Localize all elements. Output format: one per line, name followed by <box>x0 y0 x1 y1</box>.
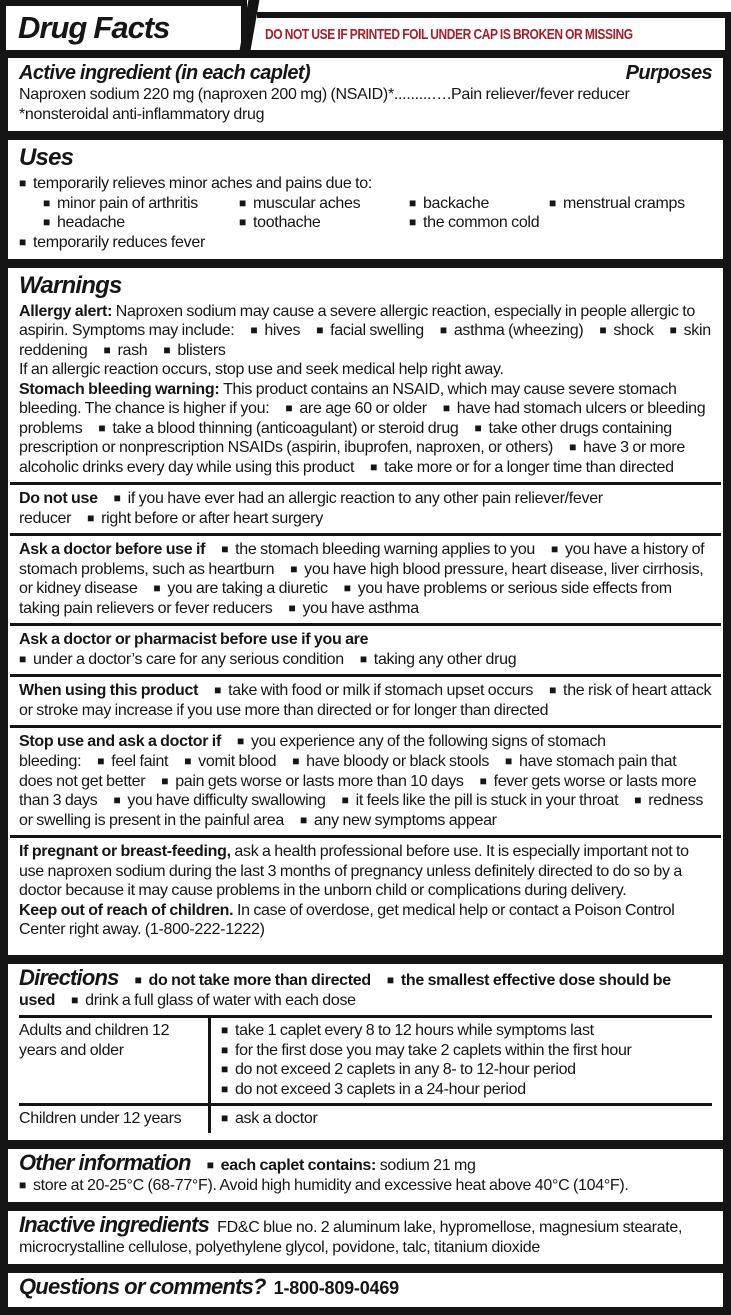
active-ingredient-heading: Active ingredient (in each caplet) <box>19 62 311 84</box>
bullet-square-icon: ■ <box>299 812 307 827</box>
dosage-rule: ■ ask a doctor <box>221 1109 712 1129</box>
use-item: ■ toothache <box>239 213 409 233</box>
dosage-rules <box>211 1106 712 1133</box>
bullet-square-icon: ■ <box>19 651 26 666</box>
storage-line: ■ store at 20-25°C (68-77°F). Avoid high humidity and excessive heat above 40°C (104°F). <box>19 1176 629 1194</box>
drug-facts-title-box <box>0 0 247 50</box>
use-item-empty <box>549 213 712 233</box>
dosage-group-label: Adults and children 12 years and older <box>19 1018 211 1103</box>
dosage-rule: ■ take 1 caplet every 8 to 12 hours while symptoms last <box>221 1021 712 1041</box>
active-ingredient-line: Naproxen sodium 220 mg (naproxen 200 mg) (NSAID)*.........….Pain reliever/fever reducer <box>19 86 630 104</box>
bullet-square-icon: ■ <box>439 323 447 338</box>
bullet-square-icon: ■ <box>163 342 171 357</box>
bullet-square-icon: ■ <box>474 420 482 435</box>
active-ingredient-header-row <box>19 61 712 85</box>
bullet-square-icon: ■ <box>292 753 300 768</box>
dosage-rules <box>211 1018 712 1103</box>
inactive-ingredients-heading: Inactive ingredients <box>19 1212 210 1238</box>
bullet-square-icon: ■ <box>161 773 169 788</box>
bullet-square-icon: ■ <box>134 973 142 988</box>
bullet-square-icon: ■ <box>236 734 244 749</box>
bullet-square-icon: ■ <box>359 651 367 666</box>
bullet-square-icon: ■ <box>370 459 378 474</box>
pregnancy-keepout-subsection <box>10 835 721 940</box>
table-row-children <box>19 1103 712 1133</box>
bullet-square-icon: ■ <box>214 683 222 698</box>
ask-doctor-before-use-subsection: Ask a doctor before use if ■ the stomach bleeding warning applies to you ■ you have a history of stomach problems, such as heartburn ■ you have high blood pressure, heart disease, liver cirrhosis, or kidney disease ■ you are taking a diuretic ■ you have problems or serious side effects from taking pain relievers or fever reducers ■ you have asthma <box>10 533 721 618</box>
table-row-adults <box>19 1018 712 1103</box>
use-item: ■ minor pain of arthritis <box>43 194 239 214</box>
bullet-square-icon: ■ <box>290 561 298 576</box>
bullet-square-icon: ■ <box>206 1157 214 1172</box>
section-questions <box>6 1271 725 1309</box>
allergy-alert-paragraph: Allergy alert: Naproxen sodium may cause a severe allergic reaction, especially in people allergic to aspirin. Symptoms may include: ■ hives ■ facial swelling ■ asthma (wheezing) ■ shock ■ skin reddening ■ rash ■ blisters <box>19 302 711 359</box>
stomach-bleeding-paragraph: Stomach bleeding warning: This product contains an NSAID, which may cause severe stomach bleeding. The chance is higher if you: ■ are age 60 or older ■ have had stomach ulcers or bleeding problems ■ take a blood thinning (anticoagulant) or steroid drug ■ take other drugs containing prescription or nonprescription NSAIDs (aspirin, ibuprofen, naproxen, or others) ■ have 3 or more alcoholic drinks every day while using this product ■ take more or for a longer time than directed <box>19 380 706 476</box>
bullet-square-icon: ■ <box>285 401 293 416</box>
dosage-group-label: Children under 12 years <box>19 1106 211 1133</box>
bullet-square-icon: ■ <box>343 581 351 596</box>
directions-intro <box>19 967 712 1010</box>
bullet-square-icon: ■ <box>669 323 677 338</box>
do-not-use-subsection: Do not use ■ if you have ever had an allergic reaction to any other pain reliever/fever reducer ■ right before or after heart surgery <box>10 482 721 528</box>
questions-heading: Questions or comments? <box>19 1274 266 1300</box>
use-item: ■ backache <box>409 194 549 214</box>
sodium-content-runs: ■ each caplet contains: sodium 21 mg <box>206 1156 476 1174</box>
uses-relieves-bullet: ■ temporarily relieves minor aches and pains due to: <box>19 174 712 194</box>
uses-reduces-bullet: ■ temporarily reduces fever <box>19 233 712 253</box>
ask-doctor-pharmacist-subsection <box>10 623 721 669</box>
section-other-information <box>6 1147 725 1204</box>
dosage-rule: ■ do not exceed 3 caplets in a 24-hour period <box>221 1080 712 1100</box>
allergic-reaction-paragraph: If an allergic reaction occurs, stop use and seek medical help right away. <box>19 361 504 379</box>
bullet-square-icon: ■ <box>288 600 296 615</box>
warnings-heading: Warnings <box>19 272 122 300</box>
bullet-square-icon: ■ <box>505 753 512 768</box>
bullet-square-icon: ■ <box>153 581 161 596</box>
bullet-square-icon: ■ <box>549 683 557 698</box>
stop-use-subsection: Stop use and ask a doctor if ■ you experience any of the following signs of stomach bleeding: ■ feel faint ■ vomit blood ■ have bloody or black stools ■ have stomach pain that does not get better ■ pain gets worse or lasts more than 10 days ■ fever gets worse or lasts more than 3 days ■ you have difficulty swallowing ■ it feels like the pill is stuck in your throat ■ redness or swelling is present in the painful area ■ any new symptoms appear <box>10 725 721 830</box>
bullet-square-icon: ■ <box>250 323 258 338</box>
bullet-square-icon: ■ <box>71 992 79 1007</box>
use-item: ■ headache <box>43 213 239 233</box>
bullet-square-icon: ■ <box>316 323 324 338</box>
foil-warning-text: DO NOT USE IF PRINTED FOIL UNDER CAP IS BROKEN OR MISSING <box>265 25 634 43</box>
bullet-square-icon: ■ <box>113 793 121 808</box>
phone-number: 1-800-809-0469 <box>273 1278 399 1299</box>
questions-line <box>19 1276 712 1300</box>
other-information-heading: Other information <box>19 1149 191 1175</box>
bullet-square-icon: ■ <box>442 401 450 416</box>
bullet-square-icon: ■ <box>479 773 487 788</box>
bullet-square-icon: ■ <box>103 342 111 357</box>
bullet-square-icon: ■ <box>386 973 394 988</box>
bullet-square-icon: ■ <box>634 793 642 808</box>
dosage-rule: ■ for the first dose you may take 2 caplets within the first hour <box>221 1041 712 1061</box>
purposes-heading: Purposes <box>625 62 712 84</box>
dosage-table <box>19 1015 712 1133</box>
bullet-square-icon: ■ <box>87 510 95 525</box>
inactive-ingredients-list: FD&C blue no. 2 aluminum lake, hypromellose, magnesium stearate, microcrystalline cellulose, polyethylene glycol, povidone, talc, titanium dioxide <box>19 1219 683 1256</box>
bullet-square-icon: ■ <box>19 1177 26 1192</box>
label-header <box>0 0 731 50</box>
bullet-square-icon: ■ <box>97 753 105 768</box>
bullet-square-icon: ■ <box>599 323 607 338</box>
nsaid-footnote: *nonsteroidal anti-inflammatory drug <box>19 105 265 123</box>
other-info-line1 <box>19 1149 712 1176</box>
bullet-square-icon: ■ <box>221 542 229 557</box>
section-warnings <box>6 266 725 957</box>
section-inactive-ingredients <box>6 1209 725 1266</box>
keep-out-of-reach-paragraph: Keep out of reach of children. In case of overdose, get medical help or contact a Poison Control Center right away. (1-800-222-1222) <box>19 901 675 939</box>
foil-warning-strip <box>257 12 731 50</box>
uses-heading: Uses <box>19 144 74 172</box>
section-directions <box>6 962 725 1142</box>
use-item: ■ the common cold <box>409 213 549 233</box>
ask-pharmacist-heading-line: Ask a doctor or pharmacist before use if you are <box>19 631 369 649</box>
use-item: ■ muscular aches <box>239 194 409 214</box>
bullet-square-icon: ■ <box>184 753 192 768</box>
page-title: Drug Facts <box>18 10 170 46</box>
bullet-square-icon: ■ <box>569 440 577 455</box>
dosage-rule: ■ do not exceed 2 caplets in any 8- to 12-hour period <box>221 1060 712 1080</box>
inactive-ingredients-paragraph <box>19 1214 712 1257</box>
section-uses <box>6 138 725 261</box>
section-active-ingredient <box>6 56 725 133</box>
when-using-subsection: When using this product ■ take with food or milk if stomach upset occurs ■ the risk of heart attack or stroke may increase if you use more than directed or for longer than directed <box>10 674 721 720</box>
bullet-square-icon: ■ <box>341 793 349 808</box>
label-body <box>0 50 731 1315</box>
bullet-square-icon: ■ <box>551 542 558 557</box>
directions-heading: Directions <box>19 965 119 991</box>
directions-intro-runs: ■ do not take more than directed ■ the smallest effective dose should be used ■ drink a full glass of water with each dose <box>19 972 671 1009</box>
bullet-square-icon: ■ <box>98 420 106 435</box>
ask-pharmacist-bullets-line: ■ under a doctor’s care for any serious condition ■ taking any other drug <box>19 650 517 668</box>
pregnant-paragraph: If pregnant or breast-feeding, ask a health professional before use. It is especially important not to use naproxen sodium during the last 3 months of pregnancy unless definitely directed to do so by a doctor because it may cause problems in the unborn child or complications during delivery. <box>19 843 689 900</box>
uses-conditions-grid <box>43 194 712 233</box>
use-item: ■ menstrual cramps <box>549 194 712 214</box>
bullet-square-icon: ■ <box>113 491 121 506</box>
